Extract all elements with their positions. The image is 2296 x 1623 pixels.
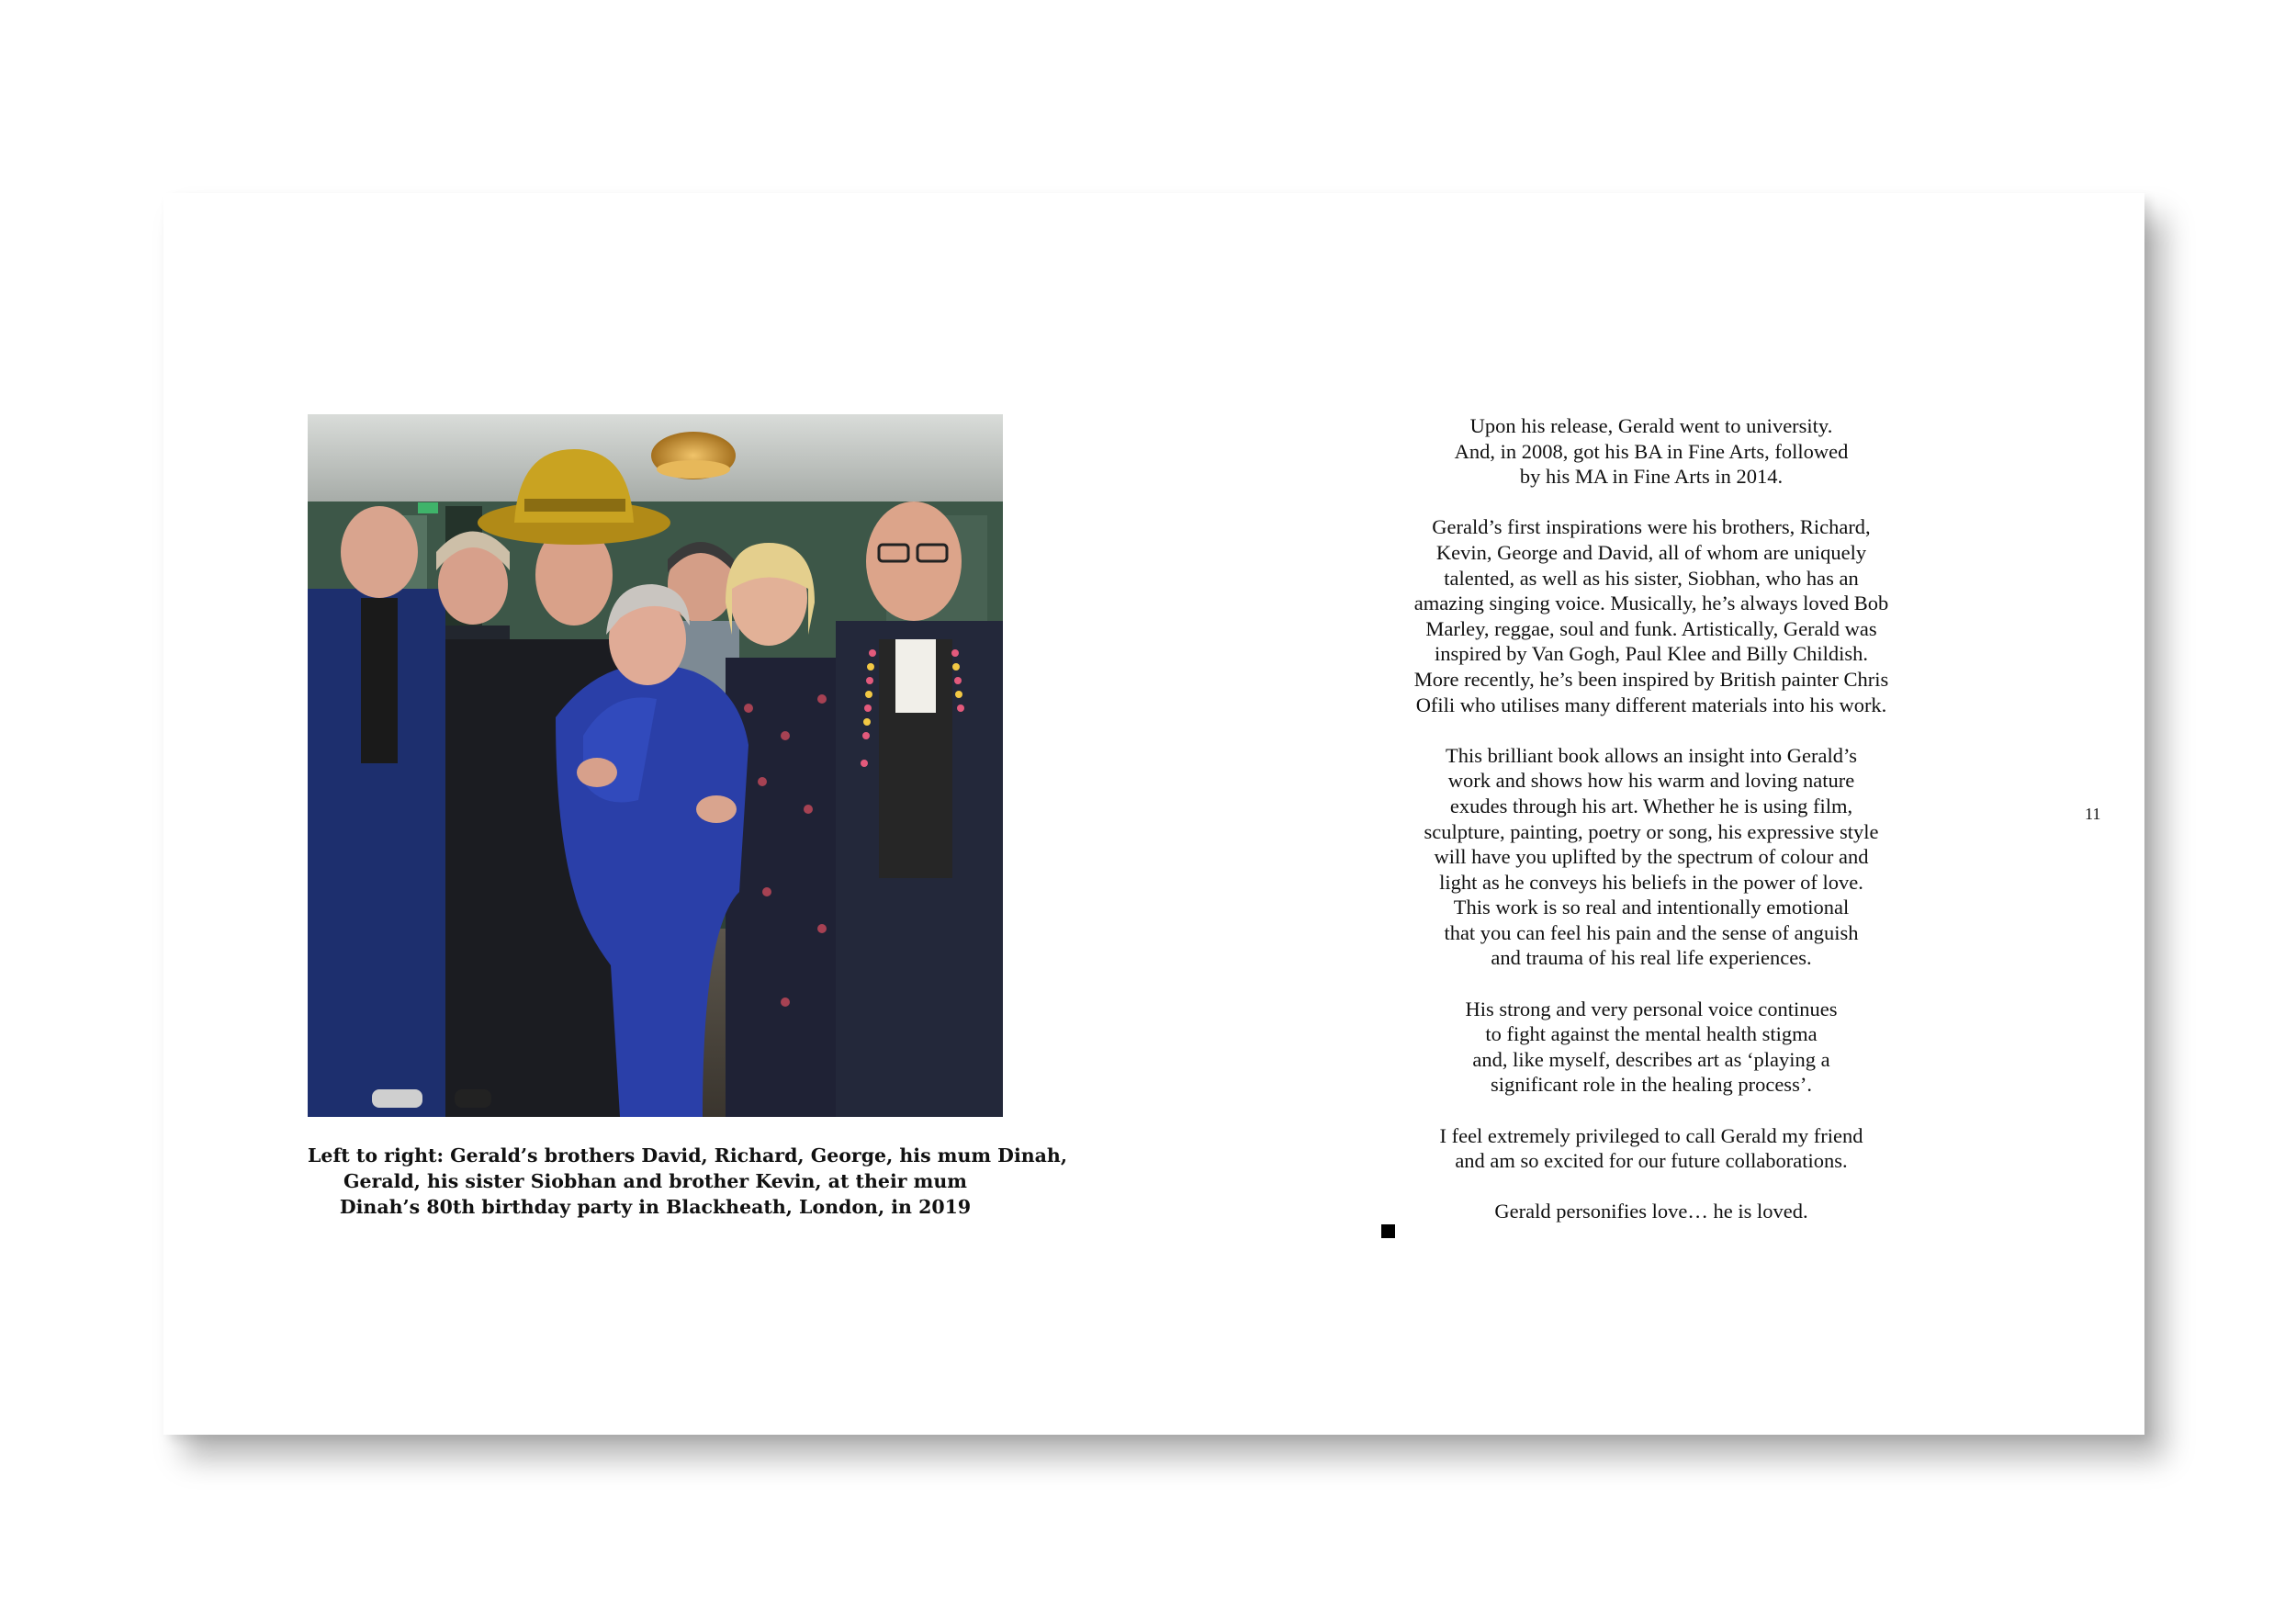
text-line: More recently, he’s been inspired by British painter Chris <box>1413 667 1889 691</box>
text-line: exudes through his art. Whether he is using film, <box>1449 794 1853 817</box>
paragraph <box>1376 997 1927 1098</box>
paragraph <box>1376 413 1927 490</box>
text-line: and trauma of his real life experiences. <box>1491 946 1812 970</box>
caption-line: Dinah’s 80th birthday party in Blackheath, London, in 2019 <box>339 1196 972 1218</box>
text-line: work and shows how his warm and loving nature <box>1447 769 1855 793</box>
text-line: to fight against the mental health stigma <box>1485 1022 1818 1046</box>
paragraph <box>1376 1123 1927 1174</box>
group-photo-illustration <box>308 414 1003 1117</box>
text-line: inspired by Van Gogh, Paul Klee and Billy Childish. <box>1434 642 1869 666</box>
text-line: will have you uplifted by the spectrum of colour and <box>1434 845 1869 869</box>
book-spread <box>163 193 2144 1435</box>
text-line: sculpture, painting, poetry or song, his expressive style <box>1424 819 1879 843</box>
text-line: And, in 2008, got his BA in Fine Arts, followed <box>1454 439 1849 463</box>
text-line <box>1376 1199 1927 1238</box>
text-line: talented, as well as his sister, Siobhan, who has an <box>1444 566 1859 590</box>
group-photo <box>308 414 1003 1117</box>
caption-line: Left to right: Gerald’s brothers David, Richard, George, his mum Dinah, <box>308 1144 1067 1167</box>
text-line: I feel extremely privileged to call Gerald my friend <box>1439 1123 1863 1147</box>
text-line: and, like myself, describes art as ‘playing a <box>1472 1047 1830 1071</box>
page-number: 11 <box>2085 805 2101 823</box>
paragraph <box>1376 514 1927 717</box>
text-line: This brilliant book allows an insight into Gerald’s <box>1445 743 1858 767</box>
paragraph <box>1376 743 1927 971</box>
text-line: light as he conveys his beliefs in the power of love. <box>1439 870 1863 894</box>
text-line: This work is so real and intentionally emotional <box>1453 896 1850 919</box>
text-line: significant role in the healing process’. <box>1491 1073 1812 1097</box>
photo-caption <box>308 1143 1067 1220</box>
text-line: and am so excited for our future collaborations. <box>1455 1149 1848 1173</box>
end-of-article-square-icon <box>1381 1224 1395 1238</box>
text-line: His strong and very personal voice continues <box>1465 997 1838 1020</box>
caption-line: Gerald, his sister Siobhan and brother Kevin, at their mum <box>343 1170 967 1192</box>
text-line: Gerald’s first inspirations were his brothers, Richard, <box>1432 515 1871 539</box>
body-text <box>1376 413 1927 1264</box>
closing-line: Gerald personifies love… he is loved. <box>1494 1200 1808 1223</box>
text-line: Kevin, George and David, all of whom are uniquely <box>1435 540 1867 564</box>
text-line: by his MA in Fine Arts in 2014. <box>1519 465 1784 489</box>
text-line: Upon his release, Gerald went to university. <box>1469 414 1833 437</box>
text-line: Ofili who utilises many different materials into his work. <box>1415 693 1887 716</box>
text-line: that you can feel his pain and the sense of anguish <box>1444 920 1859 944</box>
paragraph <box>1376 1199 1927 1238</box>
text-line: amazing singing voice. Musically, he’s always loved Bob <box>1413 592 1889 615</box>
text-line: Marley, reggae, soul and funk. Artistically, Gerald was <box>1425 616 1877 640</box>
